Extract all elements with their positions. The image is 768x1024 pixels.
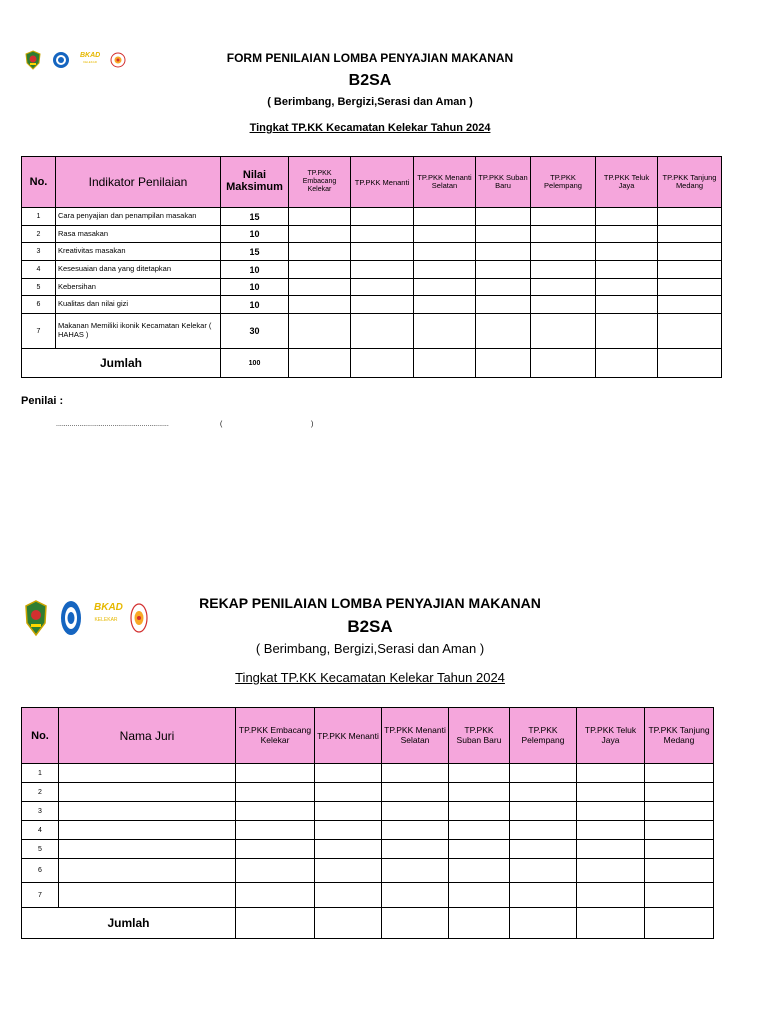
score-cell[interactable] [382,908,449,939]
score-cell[interactable] [414,261,476,279]
score-cell[interactable] [351,226,414,243]
score-cell[interactable] [645,840,714,859]
juri-name-cell[interactable] [59,783,236,802]
score-cell[interactable] [382,840,449,859]
score-cell[interactable] [236,783,315,802]
score-cell[interactable] [414,349,476,378]
score-cell[interactable] [476,296,531,314]
score-cell[interactable] [289,226,351,243]
table-row [22,840,714,859]
rekap-table [21,707,714,939]
score-cell[interactable] [236,764,315,783]
table-row [22,208,722,226]
rekap-level: Tingkat TP.KK Kecamatan Kelekar Tahun 2024 [235,670,505,685]
col-indikator: Indikator Penilaian [56,157,221,208]
row-indikator: Kebersihan [56,279,221,296]
score-cell[interactable] [645,802,714,821]
table-row [22,802,714,821]
table-row [22,243,722,261]
score-cell[interactable] [645,908,714,939]
table-row [22,883,714,908]
score-cell[interactable] [236,859,315,883]
col-tanjung-medang: TP.PKK Tanjung Medang [645,708,714,764]
score-cell[interactable] [382,859,449,883]
col-menanti-selatan: TP.PKK Menanti Selatan [382,708,449,764]
total-value: 100 [221,349,289,378]
score-cell[interactable] [596,226,658,243]
score-cell[interactable] [645,883,714,908]
bkad-logo-text: BKAD [94,602,123,613]
score-cell[interactable] [596,296,658,314]
score-cell[interactable] [476,314,531,349]
score-cell[interactable] [645,859,714,883]
row-no: 6 [22,859,59,883]
score-cell[interactable] [510,764,577,783]
rekap-subtitle: ( Berimbang, Bergizi,Serasi dan Aman ) [255,641,485,656]
table-row [22,261,722,279]
score-cell[interactable] [449,802,510,821]
penilai-label: Penilai : [21,395,64,407]
row-no: 2 [22,783,59,802]
rekap-title: REKAP PENILAIAN LOMBA PENYAJIAN MAKANAN [199,595,541,611]
score-cell[interactable] [236,883,315,908]
score-cell[interactable] [531,261,596,279]
score-cell[interactable] [476,279,531,296]
col-nama-juri: Nama Juri [59,708,236,764]
score-cell[interactable] [315,783,382,802]
score-cell[interactable] [476,349,531,378]
score-cell[interactable] [315,764,382,783]
table-row [22,314,722,349]
col-embacang-kelekar: TP.PKK Embacang Kelekar [236,708,315,764]
signature-line: .......................................................... [56,421,169,428]
row-no: 5 [22,279,56,296]
score-cell[interactable] [449,783,510,802]
score-cell[interactable] [596,314,658,349]
form-title: FORM PENILAIAN LOMBA PENYAJIAN MAKANAN [226,51,514,65]
score-cell[interactable] [315,908,382,939]
score-cell[interactable] [531,208,596,226]
row-no: 3 [22,243,56,261]
score-cell[interactable] [351,296,414,314]
score-cell[interactable] [510,840,577,859]
score-cell[interactable] [449,908,510,939]
row-no: 1 [22,208,56,226]
table-row [22,821,714,840]
form-heading: B2SA [348,72,392,89]
score-cell[interactable] [577,908,645,939]
score-cell[interactable] [414,226,476,243]
table-row [22,226,722,243]
score-cell[interactable] [596,349,658,378]
score-cell[interactable] [382,821,449,840]
row-max: 10 [221,279,289,296]
juri-name-cell[interactable] [59,764,236,783]
score-cell[interactable] [236,802,315,821]
score-cell[interactable] [414,208,476,226]
bkad-logo-text: BKAD [80,52,101,59]
score-cell[interactable] [351,314,414,349]
row-indikator: Cara penyajian dan penampilan masakan [56,208,221,226]
score-cell[interactable] [510,783,577,802]
form-level: Tingkat TP.KK Kecamatan Kelekar Tahun 2024 [249,122,491,134]
score-cell[interactable] [289,279,351,296]
score-cell[interactable] [531,279,596,296]
score-cell[interactable] [351,349,414,378]
col-menanti: TP.PKK Menanti [315,708,382,764]
score-cell[interactable] [289,261,351,279]
score-cell[interactable] [315,821,382,840]
score-cell[interactable] [645,764,714,783]
col-tanjung-medang: TP.PKK Tanjung Medang [658,157,722,208]
score-cell[interactable] [531,243,596,261]
row-max: 15 [221,208,289,226]
score-cell[interactable] [510,802,577,821]
score-cell[interactable] [414,314,476,349]
score-cell[interactable] [658,261,722,279]
total-label: Jumlah [22,908,236,939]
score-cell[interactable] [596,243,658,261]
score-cell[interactable] [577,802,645,821]
score-cell[interactable] [236,840,315,859]
table-row [22,296,722,314]
score-cell[interactable] [658,314,722,349]
total-label: Jumlah [22,349,221,378]
col-menanti: TP.PKK Menanti [351,157,414,208]
row-no: 2 [22,226,56,243]
rekap-header-row [22,708,714,764]
col-embacang-kelekar: TP.PKK Embacang Kelekar [289,157,351,208]
col-teluk-jaya: TP.PKK Teluk Jaya [596,157,658,208]
form-header-row [22,157,722,208]
score-cell[interactable] [510,908,577,939]
juri-name-cell[interactable] [59,821,236,840]
score-cell[interactable] [449,883,510,908]
score-cell[interactable] [510,883,577,908]
col-pelempang: TP.PKK Pelempang [531,157,596,208]
score-cell[interactable] [315,840,382,859]
table-row [22,859,714,883]
row-no: 5 [22,840,59,859]
juri-name-cell[interactable] [59,840,236,859]
row-no: 7 [22,883,59,908]
juri-name-cell[interactable] [59,859,236,883]
score-cell[interactable] [382,783,449,802]
form-subtitle: ( Berimbang, Bergizi,Serasi dan Aman ) [267,96,473,108]
form-table [21,156,722,378]
score-cell[interactable] [476,243,531,261]
score-cell[interactable] [510,859,577,883]
score-cell[interactable] [289,314,351,349]
table-row [22,783,714,802]
row-no: 3 [22,802,59,821]
score-cell[interactable] [510,821,577,840]
score-cell[interactable] [315,859,382,883]
score-cell[interactable] [236,908,315,939]
score-cell[interactable] [414,243,476,261]
row-max: 10 [221,261,289,279]
total-row [22,908,714,939]
col-no: No. [22,157,56,208]
table-row [22,279,722,296]
row-max: 15 [221,243,289,261]
row-no: 1 [22,764,59,783]
score-cell[interactable] [476,226,531,243]
score-cell[interactable] [596,208,658,226]
col-pelempang: TP.PKK Pelempang [510,708,577,764]
col-suban-baru: TP.PKK Suban Baru [476,157,531,208]
score-cell[interactable] [645,783,714,802]
row-max: 30 [221,314,289,349]
juri-name-cell[interactable] [59,883,236,908]
col-nilai-maksimum: Nilai Maksimum [221,157,289,208]
score-cell[interactable] [414,279,476,296]
score-cell[interactable] [658,243,722,261]
row-no: 6 [22,296,56,314]
score-cell[interactable] [577,764,645,783]
rekap-heading: B2SA [347,617,393,636]
score-cell[interactable] [577,783,645,802]
col-suban-baru: TP.PKK Suban Baru [449,708,510,764]
score-cell[interactable] [476,208,531,226]
table-row [22,764,714,783]
score-cell[interactable] [382,764,449,783]
row-indikator: Rasa masakan [56,226,221,243]
score-cell[interactable] [577,883,645,908]
score-cell[interactable] [289,243,351,261]
score-cell[interactable] [315,883,382,908]
score-cell[interactable] [315,802,382,821]
bkad-logo-subtext: KELEKAR [83,60,97,64]
score-cell[interactable] [577,821,645,840]
score-cell[interactable] [577,840,645,859]
row-max: 10 [221,226,289,243]
juri-name-cell[interactable] [59,802,236,821]
score-cell[interactable] [449,821,510,840]
score-cell[interactable] [382,802,449,821]
row-no: 7 [22,314,56,349]
score-cell[interactable] [658,296,722,314]
col-menanti-selatan: TP.PKK Menanti Selatan [414,157,476,208]
score-cell[interactable] [645,821,714,840]
row-no: 4 [22,261,56,279]
score-cell[interactable] [531,226,596,243]
row-indikator: Kesesuaian dana yang ditetapkan [56,261,221,279]
score-cell[interactable] [351,261,414,279]
score-cell[interactable] [658,208,722,226]
score-cell[interactable] [596,279,658,296]
score-cell[interactable] [658,226,722,243]
row-indikator: Kualitas dan nilai gizi [56,296,221,314]
col-no: No. [22,708,59,764]
score-cell[interactable] [531,349,596,378]
score-cell[interactable] [596,261,658,279]
score-cell[interactable] [382,883,449,908]
row-indikator: Kreativitas masakan [56,243,221,261]
score-cell[interactable] [236,821,315,840]
score-cell[interactable] [289,208,351,226]
score-cell[interactable] [658,279,722,296]
score-cell[interactable] [531,314,596,349]
signature-open: ( [220,421,223,428]
score-cell[interactable] [449,859,510,883]
score-cell[interactable] [414,296,476,314]
signature-close: ) [311,421,314,428]
row-indikator: Makanan Memiliki ikonik Kecamatan Kelekar ( HAHAS ) [56,314,221,349]
score-cell[interactable] [351,279,414,296]
score-cell[interactable] [531,296,596,314]
score-cell[interactable] [449,840,510,859]
score-cell[interactable] [476,261,531,279]
score-cell[interactable] [289,296,351,314]
col-teluk-jaya: TP.PKK Teluk Jaya [577,708,645,764]
row-no: 4 [22,821,59,840]
score-cell[interactable] [449,764,510,783]
row-max: 10 [221,296,289,314]
score-cell[interactable] [658,349,722,378]
total-row [22,349,722,378]
score-cell[interactable] [289,349,351,378]
score-cell[interactable] [577,859,645,883]
score-cell[interactable] [351,208,414,226]
score-cell[interactable] [351,243,414,261]
bkad-logo-subtext: KELEKAR [94,617,118,623]
